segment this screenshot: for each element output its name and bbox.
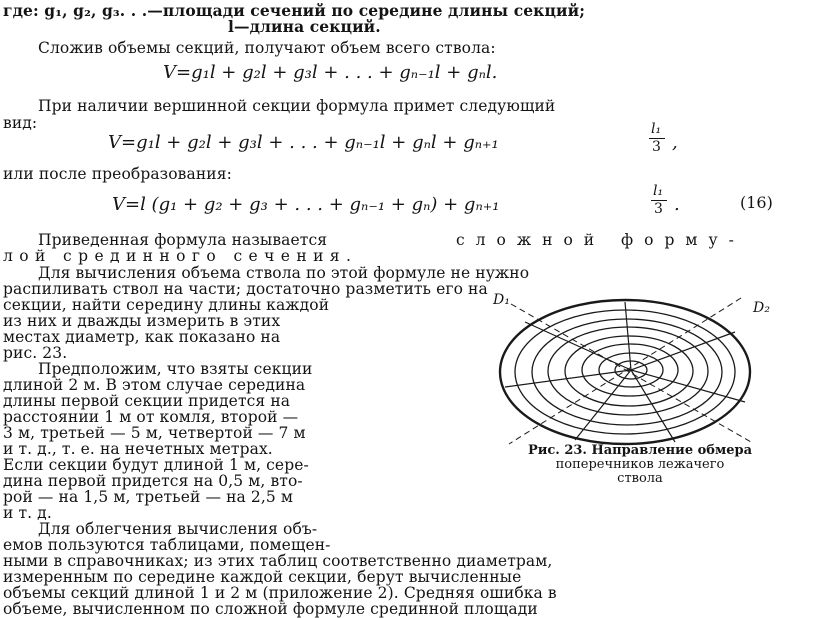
emphasized-term: сложной форму- xyxy=(456,231,745,249)
fraction-numerator: l₁ xyxy=(651,121,662,137)
text-line: Предположим, что взяты секции xyxy=(38,360,313,378)
text-line: где: g₁, g₂, g₃. . .—площади сечений по середине длины секций; xyxy=(3,1,586,20)
equation-number: (16) xyxy=(740,193,773,212)
text-line: и т. д. xyxy=(3,504,52,522)
emphasized-term: лой срединного сечения. xyxy=(3,247,358,265)
text-line: Сложив объемы секций, получают объем всего ствола: xyxy=(38,39,496,57)
trunk-cross-section-figure xyxy=(485,292,785,450)
text-line: l—длина секций. xyxy=(228,17,381,36)
fraction-denominator: 3 xyxy=(654,201,663,217)
crack-line xyxy=(575,370,631,440)
figure-caption-line: поперечников лежачего xyxy=(555,457,725,472)
formula-transformed: V=l (g₁ + g₂ + g₃ + . . . + gₙ₋₁ + gₙ) + gₙ₊₁ xyxy=(112,194,500,215)
text-line: вид: xyxy=(3,114,38,132)
d1-label: D₁ xyxy=(493,292,511,308)
formula-volume-sections: V=g₁l + g₂l + g₃l + . . . + gₙ₋₁l + gₙl. xyxy=(163,62,498,83)
text-line: объеме, вычисленном по сложной формуле срединной площади xyxy=(3,600,538,618)
text-line: Приведенная формула называется xyxy=(38,231,328,249)
text-line: измеренным по середине каждой секции, берут вычисленные xyxy=(3,568,522,586)
text-line: Для вычисления объема ствола по этой формуле не нужно xyxy=(38,264,530,282)
formula-comma: , xyxy=(672,132,678,153)
d2-label: D₂ xyxy=(753,300,771,316)
crack-line xyxy=(505,370,631,387)
text-line: местах диаметр, как показано на xyxy=(3,328,281,346)
text-line: и т. д., т. е. на нечетных метрах. xyxy=(3,440,273,458)
text-line: дина первой придется на 0,5 м, вто- xyxy=(3,472,303,490)
text-line: секции, найти середину длины каждой xyxy=(3,296,330,314)
text-line: емов пользуются таблицами, помещен- xyxy=(3,536,331,554)
text-line: Если секции будут длиной 1 м, сере- xyxy=(3,456,309,474)
text-line: распиливать ствол на части; достаточно разметить его на xyxy=(3,280,488,298)
text-line: Для облегчения вычисления объ- xyxy=(38,520,318,538)
text-line: длиной 2 м. В этом случае середина xyxy=(3,376,306,394)
text-line: При наличии вершинной секции формула примет следующий xyxy=(38,97,556,115)
text-line: расстоянии 1 м от комля, второй — xyxy=(3,408,299,426)
text-line: из них и дважды измерить в этих xyxy=(3,312,281,330)
text-line: 3 м, третьей — 5 м, четвертой — 7 м xyxy=(3,424,306,442)
text-line: или после преобразования: xyxy=(3,165,232,183)
fraction-denominator: 3 xyxy=(652,139,661,155)
trunk-outline xyxy=(500,300,750,444)
diameter-d1-line xyxy=(511,304,751,442)
text-line: ными в справочниках; из этих таблиц соответственно диаметрам, xyxy=(3,552,553,570)
crack-line xyxy=(525,322,631,370)
figure-caption-line: Рис. 23. Направление обмера xyxy=(527,443,753,458)
fraction-numerator: l₁ xyxy=(653,183,664,199)
formula-period: . xyxy=(674,194,680,215)
formula-with-top-section: V=g₁l + g₂l + g₃l + . . . + gₙ₋₁l + gₙl + gₙ₊₁ xyxy=(108,132,499,153)
text-line: рой — на 1,5 м, третьей — на 2,5 м xyxy=(3,488,293,506)
figure-caption-line: ствола xyxy=(617,471,663,486)
text-line: объемы секций длиной 1 и 2 м (приложение 2). Средняя ошибка в xyxy=(3,584,557,602)
text-line: рис. 23. xyxy=(3,344,68,362)
text-line: длины первой секции придется на xyxy=(3,392,291,410)
